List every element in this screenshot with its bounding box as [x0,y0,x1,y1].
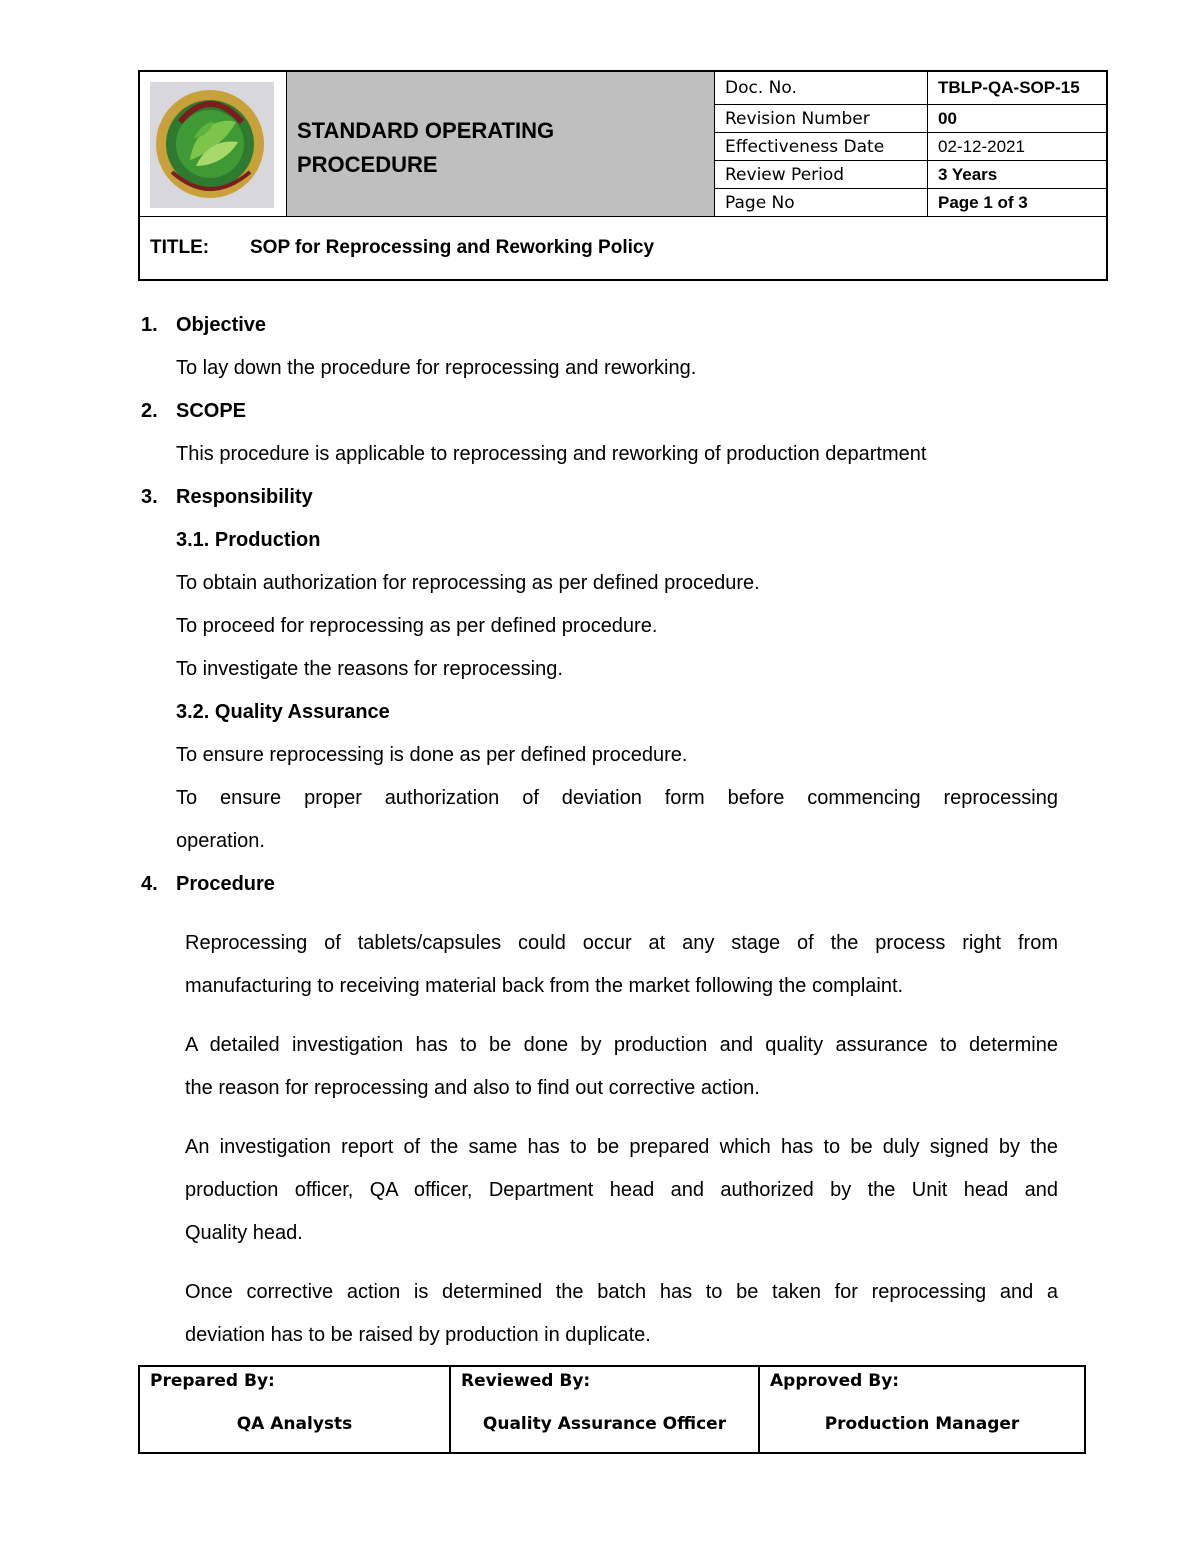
procedure-paragraph-line: production officer, QA officer, Department head and authorized by the Unit head and [185,1179,1058,1201]
procedure-paragraph-line: Quality head. [185,1222,303,1244]
info-row-review-period [715,161,1108,189]
sop-title-line2: PROCEDURE [297,152,438,177]
signature-name: QA Analysts [236,1414,353,1434]
procedure-paragraph-line: Reprocessing of tablets/capsules could occur at any stage of the process right from [185,932,1058,954]
procedure-paragraph-line: A detailed investigation has to be done by production and quality assurance to determine [185,1034,1058,1056]
scope-text: This procedure is applicable to reprocessing and reworking of production department [176,443,927,465]
info-label: Doc. No. [715,72,928,104]
sop-title-cell [287,72,715,217]
section-heading-procedure: Procedure [176,873,275,895]
sop-title [297,114,657,182]
title-label: TITLE: [150,237,210,258]
info-label: Page No [715,189,928,216]
doc-info-grid [715,72,1108,217]
sop-header-table [138,70,1108,281]
sop-title-line1: STANDARD OPERATING [297,118,555,143]
section-number: 2. [141,400,158,422]
info-value: Page 1 of 3 [938,192,1028,212]
info-row-effective-date [715,133,1108,161]
responsibility-line: operation. [176,830,265,852]
responsibility-line: To ensure reprocessing is done as per defined procedure. [176,744,688,766]
info-value: TBLP-QA-SOP-15 [938,78,1080,97]
logo-icon [150,82,274,208]
info-label: Effectiveness Date [715,133,928,160]
section-number: 4. [141,873,158,895]
responsibility-line: To obtain authorization for reprocessing as per defined procedure. [176,572,760,594]
objective-text: To lay down the procedure for reprocessing and reworking. [176,357,697,379]
title-row [140,217,1106,279]
subsection-heading-qa: 3.2. Quality Assurance [176,701,390,723]
responsibility-line: To proceed for reprocessing as per defined procedure. [176,615,658,637]
info-row-doc-no [715,72,1108,105]
responsibility-line: To investigate the reasons for reprocessing. [176,658,563,680]
section-heading-scope: SCOPE [176,400,247,422]
info-label: Review Period [715,161,928,188]
section-number: 1. [141,314,158,336]
approved-by-cell [760,1367,1084,1452]
document-title: SOP for Reprocessing and Reworking Policy [250,237,655,258]
logo-cell [140,72,287,217]
signature-heading: Approved By: [770,1371,900,1391]
signature-table [138,1365,1086,1454]
info-value: 3 Years [938,164,998,184]
signature-name: Production Manager [824,1414,1020,1434]
signature-heading: Reviewed By: [461,1371,591,1391]
section-heading-responsibility: Responsibility [176,486,313,508]
responsibility-line: To ensure proper authorization of deviation form before commencing reprocessing [176,787,1058,809]
procedure-paragraph-line: deviation has to be raised by production in duplicate. [185,1324,651,1346]
section-number: 3. [141,486,158,508]
info-value: 02-12-2021 [938,136,1025,156]
info-row-revision [715,105,1108,133]
procedure-paragraph-line: Once corrective action is determined the batch has to be taken for reprocessing and a [185,1281,1058,1303]
info-value: 00 [938,108,957,128]
procedure-paragraph-line: An investigation report of the same has to be prepared which has to be duly signed by the [185,1136,1058,1158]
info-row-page-no [715,189,1108,217]
signature-heading: Prepared By: [150,1371,275,1391]
signature-name: Quality Assurance Officer [482,1414,727,1434]
section-heading-objective: Objective [176,314,267,336]
subsection-heading-production: 3.1. Production [176,529,321,551]
prepared-by-cell [140,1367,451,1452]
reviewed-by-cell [451,1367,760,1452]
info-label: Revision Number [715,105,928,132]
procedure-paragraph-line: the reason for reprocessing and also to find out corrective action. [185,1077,760,1099]
company-logo [150,82,274,208]
procedure-paragraph-line: manufacturing to receiving material back from the market following the complaint. [185,975,904,997]
